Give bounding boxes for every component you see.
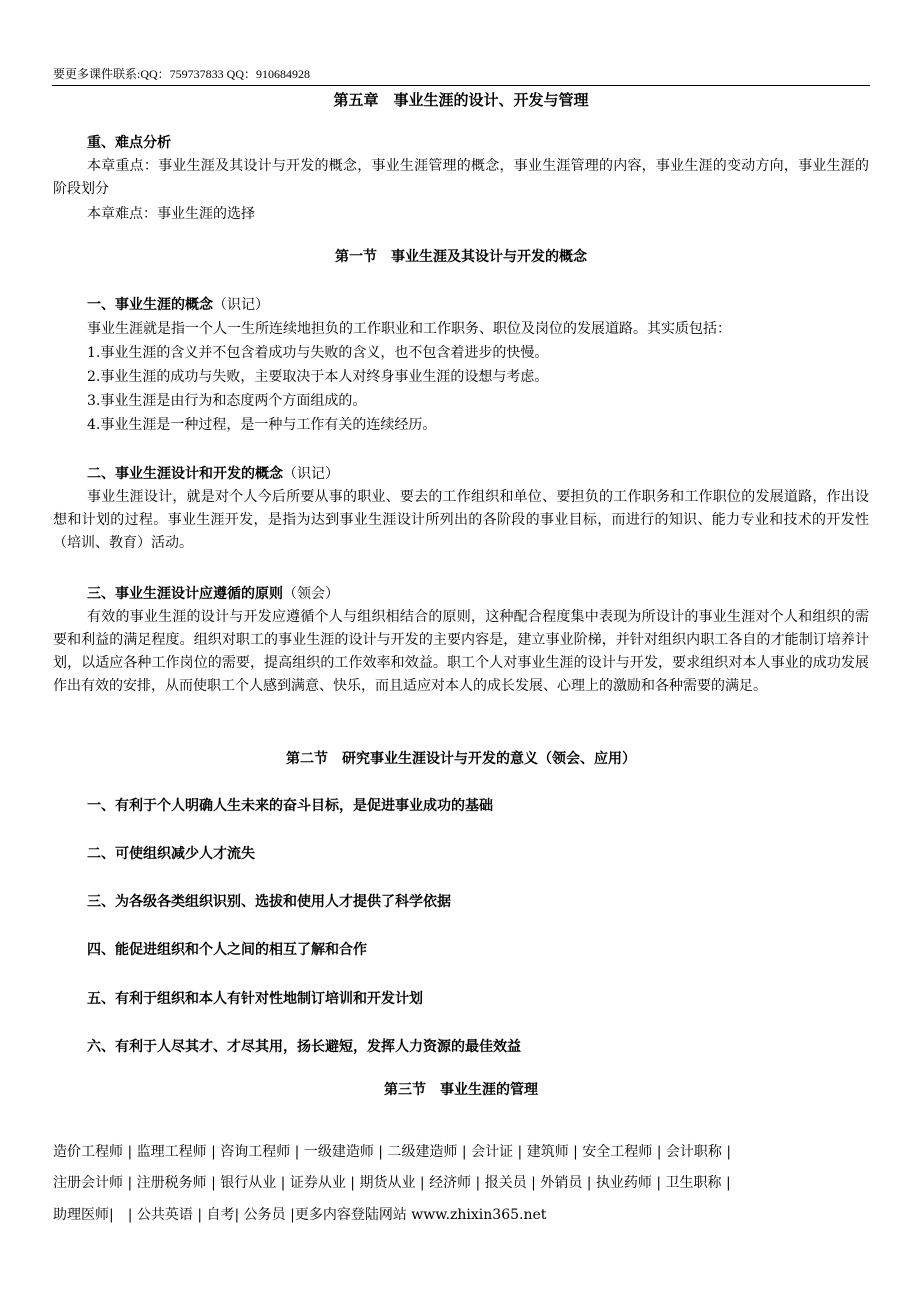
page-header: 要更多课件联系:QQ：759737833 QQ：910684928 <box>53 67 310 81</box>
section2-point-1: 一、有利于个人明确人生未来的奋斗目标，是促进事业成功的基础 <box>87 798 493 814</box>
section1-title: 第一节 事业生涯及其设计与开发的概念 <box>335 249 587 265</box>
section2-point-4: 四、能促进组织和个人之间的相互了解和合作 <box>87 942 367 958</box>
part1-intro: 事业生涯就是指一个人一生所连续地担负的工作职业和工作职务、职位及岗位的发展道路。其实质包括： <box>87 321 731 337</box>
footer-links-line-2[interactable]: 注册会计师 | 注册税务师 | 银行从业 | 证券从业 | 期货从业 | 经济师 | 报关员 | 外销员 | 执业药师 | 卫生职称 | <box>53 1175 731 1191</box>
part2-tag: （识记） <box>283 466 339 482</box>
section2-point-6: 六、有利于人尽其才、才尽其用，扬长避短，发挥人力资源的最佳效益 <box>87 1039 521 1055</box>
part1-item-2: 2.事业生涯的成功与失败，主要取决于本人对终身事业生涯的设想与考虑。 <box>87 369 549 385</box>
difficulty-line: 本章难点：事业生涯的选择 <box>87 206 255 222</box>
section2-point-5: 五、有利于组织和本人有针对性地制订培训和开发计划 <box>87 991 423 1007</box>
part1-heading: 一、事业生涯的概念 <box>87 297 213 313</box>
part3-tag: （领会） <box>283 586 339 602</box>
section2-point-3: 三、为各级各类组织识别、选拔和使用人才提供了科学依据 <box>87 894 451 910</box>
part1-item-3: 3.事业生涯是由行为和态度两个方面组成的。 <box>87 393 367 409</box>
footer-links-line-1[interactable]: 造价工程师 | 监理工程师 | 咨询工程师 | 一级建造师 | 二级建造师 | 会计证 | 建筑师 | 安全工程师 | 会计职称 | <box>53 1144 732 1160</box>
analysis-heading: 重、难点分析 <box>87 135 171 151</box>
section3-title: 第三节 事业生涯的管理 <box>384 1082 538 1098</box>
part2-heading-line <box>87 465 339 483</box>
key-points-paragraph: 本章重点：事业生涯及其设计与开发的概念，事业生涯管理的概念，事业生涯管理的内容，事业生涯的变动方向，事业生涯的阶段划分 <box>53 158 869 197</box>
part1-heading-line <box>87 296 269 314</box>
section2-title: 第二节 研究事业生涯设计与开发的意义（领会、应用） <box>286 751 636 767</box>
part2-paragraph: 事业生涯设计，就是对个人今后所要从事的职业、要去的工作组织和单位、要担负的工作职务和工作职位的发展道路，作出设想和计划的过程。事业生涯开发，是指为达到事业生涯设计所列出的各阶段的事业目标，而进行的知识、能力专业和技术的开发性（培训、教育）活动。 <box>53 489 869 551</box>
part3-paragraph: 有效的事业生涯的设计与开发应遵循个人与组织相结合的原则，这种配合程度集中表现为所设计的事业生涯对个人和组织的需要和利益的满足程度。组织对职工的事业生涯的设计与开发的主要内容是，建立事业阶梯，并针对组织内职工各自的才能制订培养计划，以适应各种工作岗位的需要，提高组织的工作效率和效益。职工个人对事业生涯的设计与开发，要求组织对本人事业的成功发展作出有效的安排，从而使职工个人感到满意、快乐，而且适应对本人的成长发展、心理上的激励和各种需要的满足。 <box>53 609 869 694</box>
section2-point-2: 二、可使组织减少人才流失 <box>87 846 255 862</box>
part1-tag: （识记） <box>213 297 269 313</box>
header-rule <box>52 85 870 86</box>
footer-links-line-3[interactable]: 助理医师| | 公共英语 | 自考| 公务员 |更多内容登陆网站 www.zhixin365.net <box>53 1207 547 1223</box>
part3-heading: 三、事业生涯设计应遵循的原则 <box>87 586 283 602</box>
part2-heading: 二、事业生涯设计和开发的概念 <box>87 466 283 482</box>
chapter-title: 第五章 事业生涯的设计、开发与管理 <box>333 91 589 109</box>
part1-item-1: 1.事业生涯的含义并不包含着成功与失败的含义，也不包含着进步的快慢。 <box>87 345 549 361</box>
part1-item-4: 4.事业生涯是一种过程，是一种与工作有关的连续经历。 <box>87 417 437 433</box>
part3-heading-line <box>87 585 339 603</box>
